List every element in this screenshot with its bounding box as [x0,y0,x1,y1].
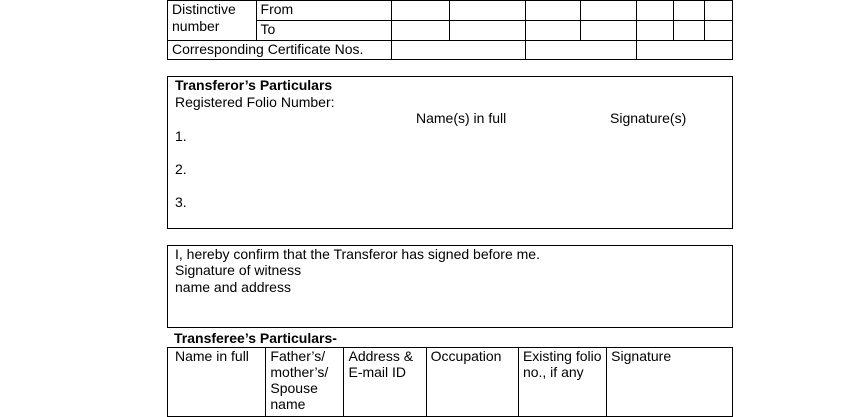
transferee-table [167,347,733,417]
transferee-col-signature: Signature [607,348,733,417]
transferee-col-occupation: Occupation [426,348,518,417]
witness-confirm-text: I, hereby confirm that the Transferor has signed before me. [175,246,540,262]
to-cell-2[interactable] [449,21,526,41]
to-cell-5[interactable] [636,21,674,41]
signatures-label: Signature(s) [610,110,687,126]
from-cell-5[interactable] [636,1,674,21]
folio-number-label: Registered Folio Number: [175,94,335,110]
from-cell-2[interactable] [449,1,526,21]
from-cell-1[interactable] [392,1,449,21]
transferor-particulars-box [167,76,733,229]
to-cell-3[interactable] [526,21,581,41]
certificate-cell-2[interactable] [526,41,637,60]
from-cell-7[interactable] [704,1,732,21]
certificate-cell-1[interactable] [392,41,526,60]
distinctive-number-table [167,0,733,60]
transferee-col-address: Address & E-mail ID [344,348,426,417]
transferor-heading: Transferor’s Particulars [175,77,333,93]
certificate-nos-label: Corresponding Certificate Nos. [168,41,392,60]
transferee-col-name: Name in full [168,348,266,417]
from-cell-3[interactable] [526,1,581,21]
to-cell-7[interactable] [704,21,732,41]
witness-signature-label: Signature of witness [175,262,302,278]
witness-box [167,245,733,328]
witness-address-label: name and address [175,279,291,295]
transferee-heading: Transferee’s Particulars- [174,330,337,346]
transferor-row-2: 2. [175,161,187,177]
transferor-row-3: 3. [175,194,187,210]
from-cell-6[interactable] [674,1,705,21]
to-label: To [256,21,391,41]
distinctive-number-label: Distinctive number [168,1,257,41]
transferor-row-1: 1. [175,128,187,144]
names-in-full-label: Name(s) in full [416,110,507,126]
certificate-cell-3[interactable] [636,41,732,60]
to-cell-6[interactable] [674,21,705,41]
transferee-col-parent: Father’s/ mother’s/ Spouse name [266,348,344,417]
to-cell-1[interactable] [392,21,449,41]
from-cell-4[interactable] [580,1,636,21]
to-cell-4[interactable] [580,21,636,41]
transferee-col-folio: Existing folio no., if any [518,348,606,417]
from-label: From [256,1,391,21]
